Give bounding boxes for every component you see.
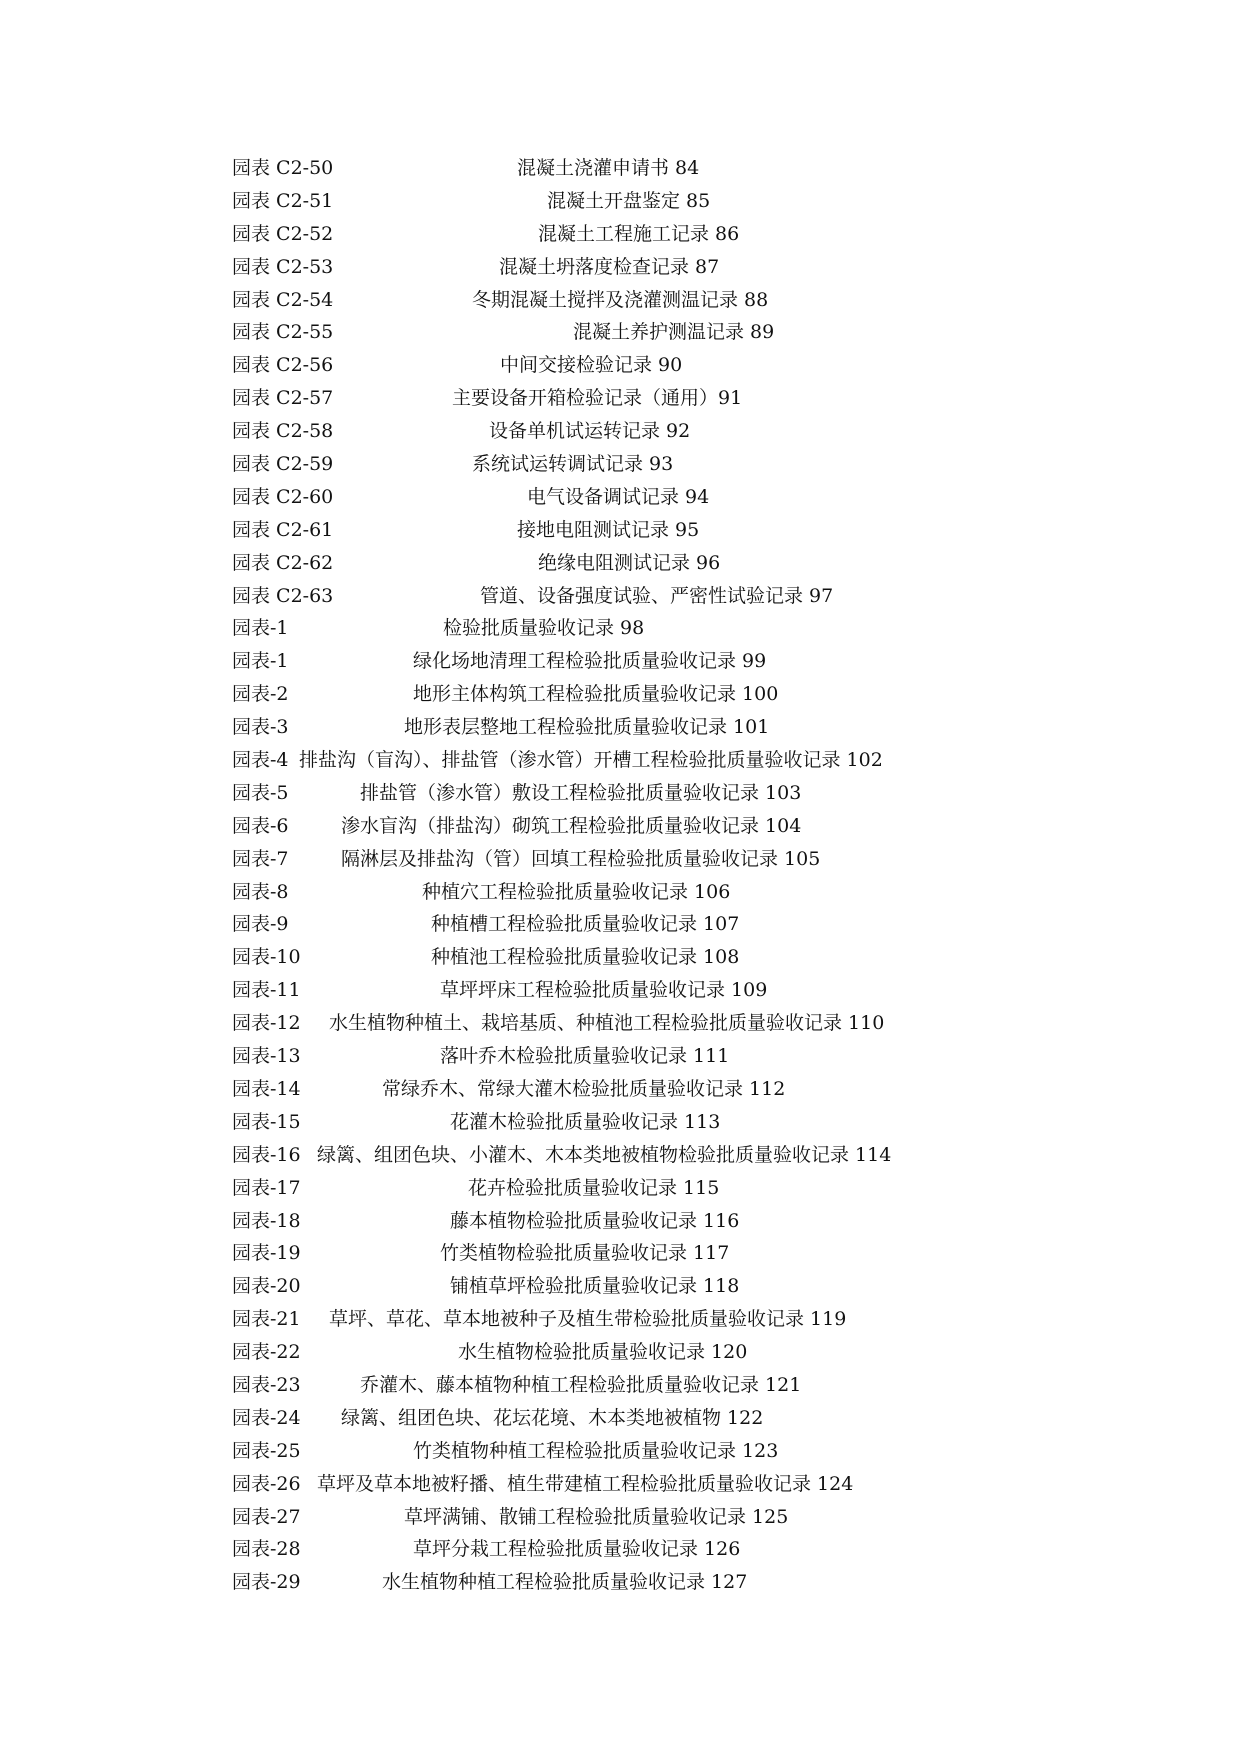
toc-entry-title: 绿篱、组团色块、小灌木、木本类地被植物检验批质量验收记录 114 [317, 1143, 892, 1166]
toc-entry [232, 349, 1032, 382]
toc-entry-title: 渗水盲沟（排盐沟）砌筑工程检验批质量验收记录 104 [341, 814, 802, 837]
toc-entry-title: 主要设备开箱检验记录（通用）91 [452, 387, 743, 410]
toc-entry-title: 草坪、草花、草本地被种子及植生带检验批质量验收记录 119 [329, 1308, 847, 1331]
toc-entry-title: 落叶乔木检验批质量验收记录 111 [440, 1045, 730, 1068]
toc-entry-title: 种植穴工程检验批质量验收记录 106 [422, 880, 731, 903]
toc-entry-title: 水生植物检验批质量验收记录 120 [458, 1341, 748, 1364]
toc-entry-title: 隔淋层及排盐沟（管）回填工程检验批质量验收记录 105 [341, 847, 821, 870]
toc-entry [232, 1369, 1032, 1402]
toc-entry-code: 园表-15 [232, 1110, 301, 1133]
toc-entry [232, 1106, 1032, 1139]
toc-entry [232, 1501, 1032, 1534]
toc-entry-code: 园表 C2-63 [232, 584, 334, 607]
toc-entry [232, 744, 1032, 777]
toc-entry-code: 园表 C2-52 [232, 222, 334, 245]
toc-entry-title: 铺植草坪检验批质量验收记录 118 [450, 1275, 740, 1298]
toc-entry-code: 园表-14 [232, 1077, 301, 1100]
toc-entry-title: 种植池工程检验批质量验收记录 108 [431, 946, 740, 969]
toc-entry-code: 园表-2 [232, 683, 289, 706]
toc-entry [232, 1073, 1032, 1106]
toc-entry-code: 园表 C2-56 [232, 354, 334, 377]
toc-entry-title: 混凝土养护测温记录 89 [573, 321, 775, 344]
toc-entry [232, 1172, 1032, 1205]
toc-entry-code: 园表-23 [232, 1373, 301, 1396]
toc-entry [232, 218, 1032, 251]
toc-entry-code: 园表 C2-60 [232, 485, 334, 508]
toc-entry-code: 园表 C2-58 [232, 420, 334, 443]
toc-entry-code: 园表-18 [232, 1209, 301, 1232]
toc-entry-title: 电气设备调试记录 94 [527, 485, 710, 508]
toc-entry-code: 园表 C2-59 [232, 453, 334, 476]
toc-entry [232, 316, 1032, 349]
toc-entry-code: 园表-24 [232, 1406, 301, 1429]
toc-entry [232, 1402, 1032, 1435]
toc-entry [232, 1007, 1032, 1040]
toc-entry-title: 水生植物种植土、栽培基质、种植池工程检验批质量验收记录 110 [329, 1012, 885, 1035]
toc-entry [232, 1205, 1032, 1238]
toc-entry [232, 481, 1032, 514]
toc-entry-title: 混凝土工程施工记录 86 [538, 222, 740, 245]
toc-entry-title: 排盐沟（盲沟）、排盐管（渗水管）开槽工程检验批质量验收记录 102 [299, 749, 883, 772]
toc-entry-title: 检验批质量验收记录 98 [443, 617, 645, 640]
toc-entry-code: 园表-13 [232, 1045, 301, 1068]
toc-entry-code: 园表 C2-61 [232, 518, 334, 541]
toc-entry [232, 1468, 1032, 1501]
toc-entry-title: 水生植物种植工程检验批质量验收记录 127 [382, 1571, 748, 1594]
toc-entry [232, 382, 1032, 415]
toc-entry [232, 1435, 1032, 1468]
toc-entry-code: 园表-26 [232, 1472, 301, 1495]
toc-entry-title: 常绿乔木、常绿大灌木检验批质量验收记录 112 [382, 1077, 786, 1100]
toc-entry [232, 612, 1032, 645]
toc-entry-title: 草坪分栽工程检验批质量验收记录 126 [413, 1538, 741, 1561]
toc-entry-code: 园表-6 [232, 814, 289, 837]
toc-entry [232, 1303, 1032, 1336]
toc-entry [232, 251, 1032, 284]
toc-entry-code: 园表-4 [232, 749, 289, 772]
toc-entry-title: 花卉检验批质量验收记录 115 [468, 1176, 720, 1199]
toc-entry-code: 园表 C2-51 [232, 189, 334, 212]
toc-entry-title: 绿化场地清理工程检验批质量验收记录 99 [413, 650, 767, 673]
toc-entry [232, 941, 1032, 974]
toc-entry-title: 系统试运转调试记录 93 [472, 453, 674, 476]
toc-entry-title: 混凝土开盘鉴定 85 [547, 189, 711, 212]
toc-entry-code: 园表-12 [232, 1012, 301, 1035]
toc-entry-code: 园表 C2-55 [232, 321, 334, 344]
toc-entry [232, 678, 1032, 711]
toc-entry [232, 284, 1032, 317]
toc-entry-code: 园表 C2-54 [232, 288, 334, 311]
table-of-contents [232, 152, 1032, 1599]
toc-entry-code: 园表-5 [232, 781, 289, 804]
toc-entry [232, 514, 1032, 547]
toc-entry-title: 花灌木检验批质量验收记录 113 [450, 1110, 721, 1133]
toc-entry [232, 1336, 1032, 1369]
toc-entry [232, 1139, 1032, 1172]
toc-entry-code: 园表-29 [232, 1571, 301, 1594]
toc-entry-code: 园表-21 [232, 1308, 301, 1331]
toc-entry-code: 园表-28 [232, 1538, 301, 1561]
toc-entry-code: 园表-22 [232, 1341, 301, 1364]
toc-entry [232, 908, 1032, 941]
toc-entry [232, 843, 1032, 876]
toc-entry-code: 园表-3 [232, 716, 289, 739]
toc-entry-code: 园表 C2-53 [232, 255, 334, 278]
toc-entry-code: 园表-25 [232, 1439, 301, 1462]
toc-entry-code: 园表-20 [232, 1275, 301, 1298]
toc-entry [232, 1270, 1032, 1303]
toc-entry-code: 园表-8 [232, 880, 289, 903]
toc-entry [232, 1533, 1032, 1566]
toc-entry-title: 排盐管（渗水管）敷设工程检验批质量验收记录 103 [360, 781, 802, 804]
toc-entry-title: 草坪满铺、散铺工程检验批质量验收记录 125 [404, 1505, 789, 1528]
toc-entry [232, 185, 1032, 218]
toc-entry-title: 乔灌木、藤本植物种植工程检验批质量验收记录 121 [360, 1373, 802, 1396]
toc-entry-code: 园表-1 [232, 617, 289, 640]
toc-entry-title: 混凝土坍落度检查记录 87 [499, 255, 720, 278]
toc-entry [232, 547, 1032, 580]
toc-entry [232, 1040, 1032, 1073]
toc-entry-title: 管道、设备强度试验、严密性试验记录 97 [480, 584, 834, 607]
toc-entry-title: 地形主体构筑工程检验批质量验收记录 100 [413, 683, 779, 706]
toc-entry [232, 645, 1032, 678]
toc-entry-code: 园表-17 [232, 1176, 301, 1199]
toc-entry-title: 草坪及草本地被籽播、植生带建植工程检验批质量验收记录 124 [317, 1472, 854, 1495]
toc-entry-title: 竹类植物种植工程检验批质量验收记录 123 [413, 1439, 779, 1462]
toc-entry-code: 园表-11 [232, 979, 301, 1002]
toc-entry-code: 园表 C2-62 [232, 551, 334, 574]
toc-entry-title: 地形表层整地工程检验批质量验收记录 101 [404, 716, 770, 739]
toc-entry [232, 1566, 1032, 1599]
toc-entry-title: 设备单机试运转记录 92 [489, 420, 691, 443]
toc-entry-title: 草坪坪床工程检验批质量验收记录 109 [440, 979, 768, 1002]
toc-entry-title: 种植槽工程检验批质量验收记录 107 [431, 913, 740, 936]
toc-entry-code: 园表-19 [232, 1242, 301, 1265]
toc-entry [232, 1237, 1032, 1270]
toc-entry-title: 竹类植物检验批质量验收记录 117 [440, 1242, 730, 1265]
toc-entry-code: 园表-16 [232, 1143, 301, 1166]
toc-entry [232, 152, 1032, 185]
toc-entry-title: 绿篱、组团色块、花坛花境、木本类地被植物 122 [341, 1406, 764, 1429]
toc-entry [232, 777, 1032, 810]
toc-entry [232, 580, 1032, 613]
toc-entry [232, 448, 1032, 481]
toc-entry [232, 415, 1032, 448]
toc-entry-code: 园表 C2-57 [232, 387, 334, 410]
toc-entry-code: 园表-27 [232, 1505, 301, 1528]
toc-entry-code: 园表-7 [232, 847, 289, 870]
toc-entry-code: 园表 C2-50 [232, 157, 334, 179]
toc-entry-code: 园表-1 [232, 650, 289, 673]
toc-entry-title: 中间交接检验记录 90 [500, 354, 683, 377]
toc-entry [232, 876, 1032, 909]
toc-entry-title: 绝缘电阻测试记录 96 [538, 551, 721, 574]
toc-entry-title: 接地电阻测试记录 95 [517, 518, 700, 541]
toc-entry [232, 810, 1032, 843]
toc-entry [232, 974, 1032, 1007]
toc-entry-title: 混凝土浇灌申请书 84 [517, 157, 700, 179]
toc-entry-title: 藤本植物检验批质量验收记录 116 [450, 1209, 740, 1232]
toc-entry-code: 园表-10 [232, 946, 301, 969]
toc-entry-title: 冬期混凝土搅拌及浇灌测温记录 88 [472, 288, 769, 311]
toc-entry-code: 园表-9 [232, 913, 289, 936]
toc-entry [232, 711, 1032, 744]
